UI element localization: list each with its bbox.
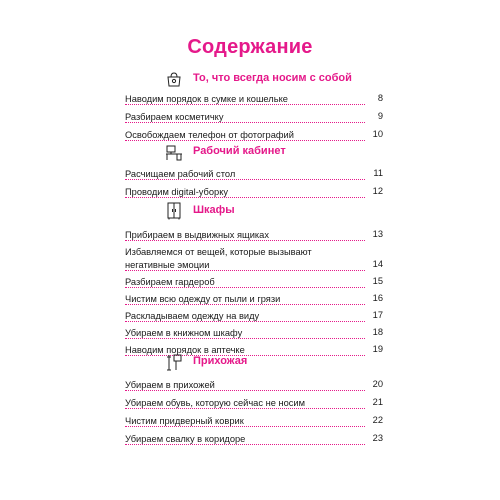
- entry-page: 8: [377, 93, 383, 103]
- toc-entry[interactable]: [125, 229, 383, 242]
- section-title: Рабочий кабинет: [193, 145, 286, 157]
- toc-entry[interactable]: [125, 310, 383, 323]
- toc-entry[interactable]: [125, 415, 383, 428]
- entry-page: 16: [372, 293, 383, 303]
- entry-text: Убираем свалку в коридоре: [125, 434, 246, 444]
- entry-text: Прибираем в выдвижных ящиках: [125, 230, 269, 240]
- entry-page: 14: [372, 259, 383, 269]
- entry-text: Убираем в книжном шкафу: [125, 328, 243, 338]
- section-title: То, что всегда носим с собой: [193, 72, 352, 84]
- section-header: [125, 69, 383, 91]
- section-header: [125, 352, 383, 374]
- entry-text: Чистим всю одежду от пыли и грязи: [125, 294, 281, 304]
- toc-entry[interactable]: [125, 186, 383, 199]
- dotted-leader: [125, 287, 365, 288]
- entry-text: Проводим digital-уборку: [125, 187, 229, 197]
- entry-page: 21: [372, 397, 383, 407]
- dotted-leader: [125, 140, 365, 141]
- entry-page: 9: [377, 111, 383, 121]
- dotted-leader: [125, 304, 365, 305]
- entry-text: Наводим порядок в аптечке: [125, 345, 245, 355]
- entry-page: 19: [372, 344, 383, 354]
- dotted-leader: [125, 122, 365, 123]
- section-header: [125, 142, 383, 164]
- section-title: Шкафы: [193, 204, 235, 216]
- entry-page: 20: [372, 379, 383, 389]
- entry-page: 12: [372, 186, 383, 196]
- dotted-leader: [125, 338, 365, 339]
- entry-page: 10: [372, 129, 383, 139]
- entry-page: 22: [372, 415, 383, 425]
- section-hallway: [125, 352, 383, 446]
- handbag-icon: [165, 70, 183, 88]
- toc-entry[interactable]: [125, 433, 383, 446]
- toc-entry[interactable]: [125, 327, 383, 340]
- toc-entry[interactable]: [125, 379, 383, 392]
- entry-page: 17: [372, 310, 383, 320]
- entry-page: 15: [372, 276, 383, 286]
- entry-page: 18: [372, 327, 383, 337]
- dotted-leader: [125, 408, 365, 409]
- dotted-leader: [125, 104, 365, 105]
- toc-entry[interactable]: [125, 111, 383, 124]
- entry-text: Разбираем гардероб: [125, 277, 215, 287]
- entry-text: Избавляемся от вещей, которые вызывают негативные эмоции: [125, 247, 312, 270]
- section-always-with-us: [125, 69, 383, 142]
- dotted-leader: [125, 197, 365, 198]
- entry-text: Расчищаем рабочий стол: [125, 169, 236, 179]
- dotted-leader: [125, 390, 365, 391]
- section-wardrobes: [125, 201, 383, 357]
- wardrobe-icon: [165, 202, 183, 220]
- dotted-leader: [125, 444, 365, 445]
- dotted-leader: [125, 426, 365, 427]
- section-header: [125, 201, 383, 223]
- entry-text: Убираем в прихожей: [125, 380, 215, 390]
- toc-entry[interactable]: [125, 168, 383, 181]
- section-title: Прихожая: [193, 355, 248, 367]
- dotted-leader: [125, 270, 365, 271]
- toc-entry[interactable]: [125, 276, 383, 289]
- entry-text: Раскладываем одежду на виду: [125, 311, 260, 321]
- toc-entry[interactable]: [125, 246, 383, 272]
- entry-text: Убираем обувь, которую сейчас не носим: [125, 398, 306, 408]
- page-title: Содержание: [187, 36, 313, 58]
- dotted-leader: [125, 321, 365, 322]
- entry-text: Наводим порядок в сумке и кошельке: [125, 94, 288, 104]
- entry-text: Чистим придверный коврик: [125, 416, 244, 426]
- entry-text: Освобождаем телефон от фотографий: [125, 130, 294, 140]
- toc-entry[interactable]: [125, 93, 383, 106]
- entry-text: Разбираем косметичку: [125, 112, 224, 122]
- toc-entry[interactable]: [125, 293, 383, 306]
- toc-entry[interactable]: [125, 129, 383, 142]
- entry-page: 23: [372, 433, 383, 443]
- section-office: [125, 142, 383, 199]
- entry-page: 13: [372, 229, 383, 239]
- dotted-leader: [125, 179, 365, 180]
- hallway-icon: [165, 353, 183, 371]
- toc-entry[interactable]: [125, 397, 383, 410]
- desk-icon: [165, 143, 183, 161]
- entry-page: 11: [373, 168, 383, 178]
- dotted-leader: [125, 240, 365, 241]
